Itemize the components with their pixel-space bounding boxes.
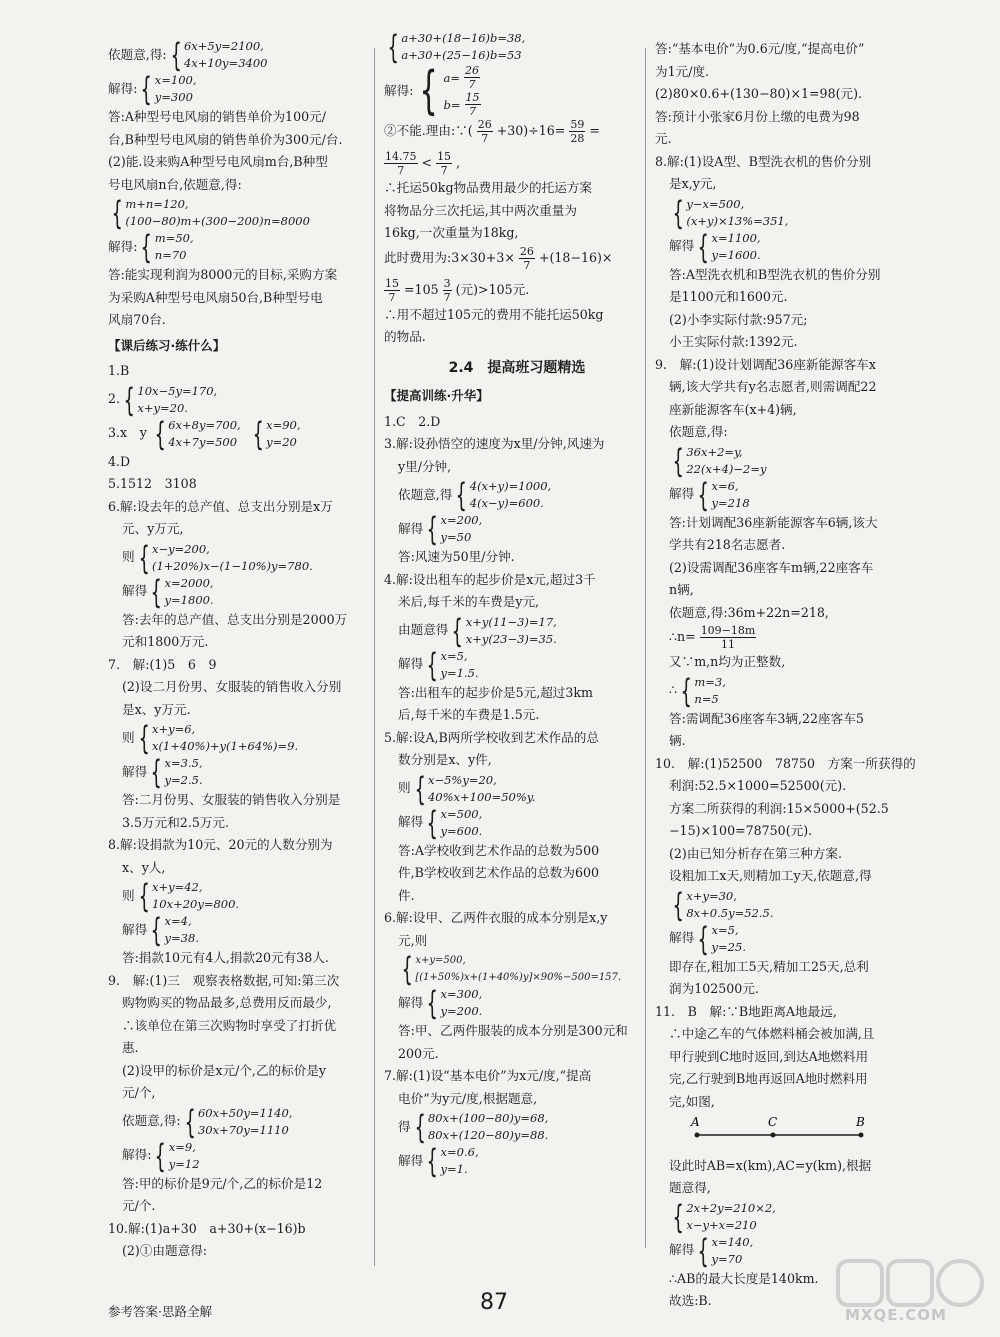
text-segment: ②不能.理由:∵( (384, 123, 473, 139)
label-a: A (691, 1115, 700, 1129)
equation: x+y=6, (151, 722, 196, 736)
text-line: 元,则 (398, 932, 428, 948)
text-line: 后,每千米的车费是1.5元. (398, 707, 540, 722)
equation-system: 解得 { x=4, y=38. (122, 911, 199, 949)
fraction (464, 64, 480, 91)
text-line: 16kg,一次重量为18kg, (384, 225, 519, 240)
text-line: 利润:52.5×1000=52500(元). (669, 778, 847, 793)
text-line: −15)×100=78750(元). (669, 823, 813, 838)
text-line: 答:A型洗衣机和B型洗衣机的售价分别 (669, 266, 881, 282)
section-heading: 【提高训练·升华】 (384, 388, 489, 403)
answer-line: 8.解:(1)设A型、B型洗衣机的售价分别 (655, 153, 872, 169)
text-line: 答:出租车的起步价是5元,超过3km (398, 684, 593, 700)
equation: n=70 (154, 248, 187, 262)
text-line: 则 (398, 780, 411, 796)
equation: y=38. (164, 931, 199, 945)
equation: y=1800. (164, 592, 214, 607)
text-line: 解得 (669, 1242, 695, 1258)
text-line: 座新能源客车(x+4)辆, (669, 401, 797, 417)
line-segment-diagram (685, 1115, 885, 1145)
equation-system: 解得: { a= $\frac{26}{7}$ b= $\frac{15}{7}$ (384, 61, 480, 121)
text-line (384, 150, 460, 177)
text-line: 答:A种型号电风扇的销售单价为100元/ (108, 109, 326, 124)
text-line: 将物品分三次托运,其中两次重量为 (384, 202, 577, 218)
text-line: 米后,每千米的车费是y元, (398, 594, 540, 609)
text-line: 解得: (384, 82, 414, 98)
watermark-text: MXQE.COM (845, 1306, 947, 1324)
text-line: 答:能实现利润为8000元的目标,采购方案 (108, 267, 338, 282)
text-segment: =105 (404, 281, 439, 297)
answer-line: 11. B 解:∵B地距离A地最远, (655, 1003, 837, 1019)
text-line: 依题意,得: (669, 424, 728, 439)
text-line: 完,如图, (669, 1093, 715, 1109)
answer-line: 3.解:设孙悟空的速度为x里/分钟,风速为 (384, 436, 605, 451)
equation: y=1. (440, 1162, 468, 1176)
text-line: 设此时AB=x(km),AC=y(km),根据 (669, 1157, 872, 1173)
text-line: (2)能.设来购A种型号电风扇m台,B种型 (108, 154, 328, 169)
denominator: 7 (440, 164, 448, 177)
equation: (1+20%)x−(1−10%)y=780. (151, 558, 313, 573)
equation-system: 解得 { x=200, y=50 (398, 510, 483, 548)
text-line: 则 (122, 887, 135, 903)
equation: n=5 (694, 691, 719, 706)
text-segment: < (421, 155, 433, 171)
equation: y=20 (266, 434, 297, 449)
numerator: 15 (385, 276, 399, 290)
fraction (384, 277, 400, 304)
text-line: 解得: (122, 1147, 152, 1163)
denominator: 7 (388, 290, 396, 304)
equation-system: 解得 { x=2000, y=1800. (122, 572, 214, 611)
text-line: 解得 (669, 238, 695, 254)
denominator: 7 (523, 258, 531, 272)
fraction (443, 277, 452, 304)
text-line: 元、y万元, (122, 521, 184, 536)
text-line (384, 277, 529, 304)
text-line: 200元. (398, 1045, 439, 1061)
footer-label: 参考答案·思路全解 (108, 1304, 212, 1319)
text-line: 解得 (122, 583, 148, 599)
text-line: 解得 (398, 656, 424, 672)
text-line: 由题意得 (398, 622, 449, 638)
section-title: 2.4 提高班习题精选 (448, 359, 586, 376)
answer-line: 7.解:(1)设“基本电价”为x元/度,“提高 (384, 1068, 592, 1083)
answer-line: 5.解:设A,B两所学校收到艺术作品的总 (384, 729, 599, 745)
equation: x+y=42, (151, 880, 203, 894)
text-line: 惠. (122, 1040, 139, 1055)
text-line: 3.5万元和2.5万元. (122, 814, 230, 830)
answer-line: 10. 解:(1)52500 78750 方案一所获得的 (655, 755, 916, 771)
equation: x=0.6, (440, 1145, 479, 1159)
text-line: 购物购买的物品最多,总费用反而最少, (122, 995, 332, 1010)
text-line: 答:甲的标价是9元/个,乙的标价是12 (122, 1175, 323, 1191)
equation: 40%x+100=50%y. (427, 789, 536, 804)
text-line: 解得 (398, 814, 424, 830)
equation: 4x+10y=3400 (183, 56, 268, 70)
text-line: 答:捐款10元有4人,捐款20元有38人. (122, 950, 329, 965)
numerator: 15 (465, 91, 480, 104)
equation: y=600. (440, 823, 483, 838)
equation-system: 则 { x+y=42, 10x+20y=800. (122, 877, 240, 915)
text-line: 辆,该大学共有y名志愿者,则需调配22 (669, 379, 877, 394)
text-line: 题意得, (669, 1180, 711, 1195)
equation-system: 解得 { x=5, y=1.5. (398, 645, 479, 684)
text-line: 答:“基本电价”为0.6元/度,“提高电价” (655, 41, 865, 56)
equation-system: 解得: { x=100, y=300 (108, 70, 197, 108)
equation-system: 解得: { x=9, y=12 (122, 1136, 200, 1175)
numerator: 26 (465, 64, 480, 77)
equation: x−5%y=20, (427, 772, 497, 787)
equation-system: { a+30+(18−16)b=38, a+30+(25−16)b=53 (387, 28, 526, 66)
equation: 8x+0.5y=52.5. (686, 905, 774, 920)
equation-system: { x+y=30, 8x+0.5y=52.5. (672, 885, 774, 924)
equation: x=9, (168, 1139, 196, 1154)
equation: x=4, (164, 914, 192, 928)
equation: y=50 (440, 530, 472, 544)
equation-system: 由题意得 { x+y(11−3)=17, x+y(23−3)=35. (398, 611, 557, 650)
text-line: 解得: (108, 238, 138, 254)
text-line: 为1元/度. (655, 63, 710, 79)
text-line: 依题意,得:36m+22n=218, (669, 604, 829, 620)
equation-system: 解得 { x=300, y=200. (398, 984, 483, 1022)
answer-line: 10.解:(1)a+30 a+30+(x−16)b (108, 1220, 306, 1236)
text-line: 小王实际付款:1392元. (669, 334, 798, 349)
text-segment: = (589, 123, 600, 139)
text-line: 台,B种型号电风扇的销售单价为300元/台. (108, 131, 343, 147)
equation: 36x+2=y, (686, 444, 743, 459)
equation: x=5, (711, 922, 739, 937)
equation: 6x+5y=2100, (183, 39, 264, 53)
equation: x+y=20. (137, 400, 188, 415)
text-line: 则 (122, 549, 135, 565)
numerator: 109−18m (700, 624, 756, 637)
text-line: 风扇70台. (108, 312, 166, 327)
answer-number: 2. (108, 391, 121, 407)
equation-system: 解得 { x=1100, y=1600. (669, 227, 761, 266)
answer-line: 6.解:设甲、乙两件衣服的成本分别是x,y (384, 910, 608, 925)
equation-system: { x+y=500, [(1+50%)x+(1+40%)y]×90%−500=157. (401, 950, 622, 988)
answer-line: 9. 解:(1)三 观察表格数据,可知:第三次 (108, 972, 340, 988)
text-line: 元和1800万元. (122, 634, 209, 649)
answer-line: 4.解:设出租车的起步价是x元,超过3千 (384, 571, 596, 587)
text-line: 依题意,得: (122, 1113, 181, 1129)
equation: (x+y)×13%=351, (686, 213, 789, 228)
equation-system: 3.x y { 6x+8y=700, 4x+7y=500 { x=90, y=20 (108, 414, 301, 453)
equation: y=2.5. (164, 773, 203, 787)
text-line: 件. (398, 887, 415, 903)
text-line (384, 245, 612, 272)
text-line: 润为102500元. (669, 981, 759, 996)
equation-system: 2. { 10x−5y=170, x+y=20. (108, 380, 218, 419)
numerator: 3 (443, 276, 451, 290)
equation: x−y=200, (151, 541, 210, 556)
equation: x(1+40%)+y(1+64%)=9. (151, 739, 299, 753)
answer-line: 9. 解:(1)设计划调配36座新能源客车x (655, 356, 876, 372)
equation: x=6, (711, 478, 739, 493)
text-line: ∴AB的最大长度是140km. (669, 1270, 819, 1286)
answer-line: 1.B (108, 363, 130, 378)
answer-column-1 (108, 38, 368, 1263)
answer-column-2 (384, 28, 650, 1180)
text-line: 解得 (122, 763, 148, 779)
fraction (384, 150, 418, 177)
text-segment: +30)÷16= (496, 123, 566, 139)
text-line: (2)80×0.6+(130−80)×1=98(元). (655, 86, 863, 101)
text-segment: ∴n= (669, 629, 696, 645)
equation: [(1+50%)x+(1+40%)y]×90%−500=157. (415, 972, 622, 983)
equation-system: 解得 { x=500, y=600. (398, 803, 483, 842)
text-segment: (元)>105元. (455, 281, 530, 297)
equation: 10x+20y=800. (151, 897, 240, 911)
equation: x=90, (266, 417, 301, 432)
equation-system: 解得 { x=0.6, y=1. (398, 1142, 479, 1180)
text-line: 答:风速为50里/分钟. (398, 549, 515, 564)
equation: x=140, (711, 1234, 754, 1249)
equation: 60x+50y=1140, (197, 1105, 293, 1120)
text-line: ∴ (669, 682, 678, 698)
text-line: 设粗加工x天,则精加工y天,依题意,得 (669, 868, 872, 883)
text-line: 解得 (669, 486, 695, 502)
equation: y=1.5. (440, 665, 479, 680)
column-divider (374, 48, 375, 1266)
equation: x=3.5, (164, 756, 203, 770)
text-line: 得 (398, 1118, 411, 1134)
numerator: 26 (477, 118, 492, 131)
text-line: 解得 (398, 520, 424, 536)
text-line (384, 118, 600, 145)
text-line: 即存在,粗加工5天,精加工25天,总利 (669, 958, 869, 974)
text-line: 元/个. (122, 1198, 156, 1213)
text-line: 答:A学校收到艺术作品的总数为500 (398, 842, 600, 858)
text-segment: 此时费用为:3×30+3× (384, 249, 515, 265)
numerator: 14.75 (385, 150, 417, 163)
text-line: 答:需调配36座客车3辆,22座客车5 (669, 710, 864, 726)
denominator: 28 (570, 132, 585, 145)
equation: x=5, (440, 648, 468, 663)
equation: x=300, (440, 987, 483, 1001)
text-line: 方案二所获得的利润:15×5000+(52.5 (669, 800, 889, 816)
point-a (695, 1133, 700, 1138)
text-line: 答:去年的总产值、总支出分别是2000万 (122, 611, 348, 627)
text-line: ∴用不超过105元的费用不能托运50kg (384, 306, 604, 322)
equation-system: 则 { x+y=6, x(1+40%)+y(1+64%)=9. (122, 719, 299, 757)
numerator: 26 (519, 244, 534, 258)
equation: 4(x−y)=600. (469, 496, 544, 510)
equation: y=300 (154, 90, 193, 104)
equation: y=1600. (711, 247, 761, 262)
equation: y=218 (711, 495, 750, 510)
equation-system: 依题意,得: { 6x+5y=2100, 4x+10y=3400 (108, 36, 268, 74)
equation: m=3, (694, 674, 726, 689)
label-c: C (768, 1115, 778, 1129)
fraction (477, 118, 493, 145)
equation: 2x+2y=210×2, (686, 1200, 776, 1215)
equation: x=200, (440, 513, 483, 527)
text-line: 答:计划调配36座新能源客车6辆,该大 (669, 514, 878, 530)
equation: 4x+7y=500 (168, 434, 238, 449)
text-line: 甲行驶到C地时返回,到达A地燃料用 (669, 1048, 869, 1064)
text-line: (2)小李实际付款:957元; (669, 311, 808, 327)
equation: x+y(23−3)=35. (465, 631, 557, 646)
answer-line: 7. 解:(1)5 6 9 (108, 656, 217, 672)
equation: y=70 (711, 1251, 743, 1266)
equation-system: 解得 { x=5, y=25. (669, 919, 746, 958)
text-line: ∴中途乙车的气体燃料桶会被加满,且 (669, 1026, 875, 1041)
equation: x−y+x=210 (686, 1217, 757, 1232)
text-line: 解得: (108, 80, 138, 96)
text-line: 依题意,得 (398, 486, 453, 502)
section-heading: 【课后练习·练什么】 (108, 337, 226, 353)
equation-system: 解得 { x=3.5, y=2.5. (122, 753, 203, 791)
equation: 30x+70y=1110 (197, 1122, 289, 1137)
text-line: n辆, (669, 582, 694, 597)
answer-line: 5.1512 3108 (108, 476, 197, 491)
answer-line: 1.C 2.D (384, 413, 441, 429)
equation: x+y(11−3)=17, (465, 614, 557, 629)
text-line: 学共有218名志愿者. (669, 537, 786, 552)
text-line: 辆. (669, 733, 686, 748)
fraction (569, 118, 585, 145)
answer-line: 6.解:设去年的总产值、总支出分别是x万 (108, 498, 333, 514)
text-line: 答:甲、乙两件服装的成本分别是300元和 (398, 1023, 628, 1038)
text-line: (2)设需调配36座客车m辆,22座客车 (669, 559, 874, 575)
equation: y=200. (440, 1004, 483, 1018)
equation: a= (443, 70, 461, 85)
equation-system: 依题意,得: { 60x+50y=1140, 30x+70y=1110 (122, 1102, 293, 1141)
equation: a+30+(25−16)b=53 (401, 48, 522, 62)
point-b (859, 1133, 864, 1138)
equation: y−x=500, (686, 196, 745, 211)
equation: m=50, (154, 231, 194, 245)
equation-system: 则 { x−5%y=20, 40%x+100=50%y. (398, 769, 536, 808)
equation-system: 得 { 80x+(100−80)y=68, 80x+(120−80)y=88. (398, 1108, 549, 1146)
equation-system: 解得: { m=50, n=70 (108, 228, 194, 266)
equation-system: 解得 { x=140, y=70 (669, 1231, 754, 1270)
text-line: ∴该单位在第三次购物时享受了打折优 (122, 1017, 337, 1033)
equation-system: { 36x+2=y, 22(x+4)−2=y (672, 441, 767, 480)
text-line: 故选:B. (669, 1293, 712, 1308)
answer-column-3 (655, 38, 925, 1313)
fraction (519, 245, 535, 272)
text-line: 又∵m,n均为正整数, (669, 654, 786, 669)
equation: 6x+8y=700, (168, 417, 241, 432)
answer-line: 4.D (108, 453, 131, 469)
text-line: 解得 (398, 1152, 424, 1168)
equation: x+y=30, (686, 888, 737, 903)
text-line: 完,乙行驶到B地再返回A地时燃料用 (669, 1071, 868, 1086)
text-line: 号电风扇n台,依题意,得: (108, 176, 242, 192)
denominator: 7 (468, 78, 476, 91)
equation: 80x+(120−80)y=88. (427, 1128, 549, 1142)
answer-number: 3.x y (108, 425, 147, 441)
answer-line: 8.解:设捐款为10元、20元的人数分别为 (108, 837, 333, 852)
equation-system: ∴ { m=3, n=5 (669, 671, 726, 710)
text-line: 则 (122, 729, 135, 745)
equation: x+y=500, (415, 955, 466, 966)
text-line: y里/分钟, (398, 458, 452, 474)
text-line: 答:二月份男、女服装的销售收入分别是 (122, 792, 341, 807)
text-line: 是1100元和1600元. (669, 289, 788, 304)
fraction (436, 150, 452, 177)
text-line: 解得 (669, 930, 695, 946)
equation: x=500, (440, 806, 483, 821)
text-line: (2)①由题意得: (122, 1243, 208, 1258)
equation: 4(x+y)=1000, (469, 479, 552, 493)
text-line: (2)由已知分析存在第三种方案. (669, 845, 842, 861)
text-segment: +(18−16)× (538, 249, 613, 265)
equation-system: 则 { x−y=200, (1+20%)x−(1−10%)y=780. (122, 538, 313, 577)
equation: m+n=120, (125, 197, 189, 211)
equation: 80x+(100−80)y=68, (427, 1111, 549, 1125)
text-line: x、y人, (122, 859, 166, 875)
equation: x=100, (154, 73, 197, 87)
equation: b= (443, 97, 461, 112)
denominator: 7 (397, 164, 405, 177)
equation: (100−80)m+(300−200)n=8000 (125, 214, 310, 228)
fraction (700, 624, 757, 651)
text-line: 元. (655, 131, 672, 146)
equation-system: { y−x=500, (x+y)×13%=351, (672, 193, 789, 232)
equation-system: { 2x+2y=210×2, x−y+x=210 (672, 1197, 776, 1236)
equation: y=12 (168, 1156, 200, 1171)
fraction (465, 91, 481, 118)
text-line: 依题意,得: (108, 46, 167, 62)
equation: 10x−5y=170, (137, 383, 218, 398)
text-segment: , (456, 155, 461, 171)
denominator: 7 (481, 132, 489, 145)
text-line: 是x,y元, (669, 176, 717, 191)
denominator: 7 (443, 290, 451, 304)
numerator: 15 (437, 150, 452, 163)
text-line: 数分别是x、y件, (398, 752, 492, 767)
text-line: 是x、y万元. (122, 701, 191, 717)
denominator: 11 (721, 638, 735, 651)
equation: a+30+(18−16)b=38, (401, 31, 526, 45)
text-line: 的物品. (384, 329, 426, 344)
text-line: 电价”为y元/度,根据题意, (398, 1090, 538, 1106)
equation: y=25. (711, 939, 746, 954)
page-number: 87 (480, 1290, 508, 1315)
denominator: 7 (469, 105, 477, 118)
point-c (771, 1133, 776, 1138)
text-line: 解得 (122, 921, 148, 937)
text-line: 为采购A种型号电风扇50台,B种型号电 (108, 289, 323, 305)
text-line: (2)设二月份男、女服装的销售收入分别 (122, 679, 342, 694)
text-line: 元/个, (122, 1085, 156, 1100)
text-line: 件,B学校收到艺术作品的总数为600 (398, 865, 600, 880)
equation: x=2000, (164, 575, 214, 590)
text-line: 答:预计小张家6月份上缴的电费为98 (655, 108, 860, 124)
equation-system: 解得 { x=6, y=218 (669, 475, 750, 514)
text-line (655, 624, 756, 651)
equation: x=1100, (711, 230, 761, 245)
equation-system: { m+n=120, (100−80)m+(300−200)n=8000 (111, 194, 310, 232)
text-line: 解得 (398, 994, 424, 1010)
text-line: (2)设甲的标价是x元/个,乙的标价是y (122, 1062, 327, 1078)
label-b: B (856, 1115, 865, 1129)
equation: 22(x+4)−2=y (686, 461, 767, 476)
equation-system: 依题意,得 { 4(x+y)=1000, 4(x−y)=600. (398, 476, 552, 514)
numerator: 59 (570, 118, 585, 131)
text-line: ∴托运50kg物品费用最少的托运方案 (384, 180, 593, 195)
